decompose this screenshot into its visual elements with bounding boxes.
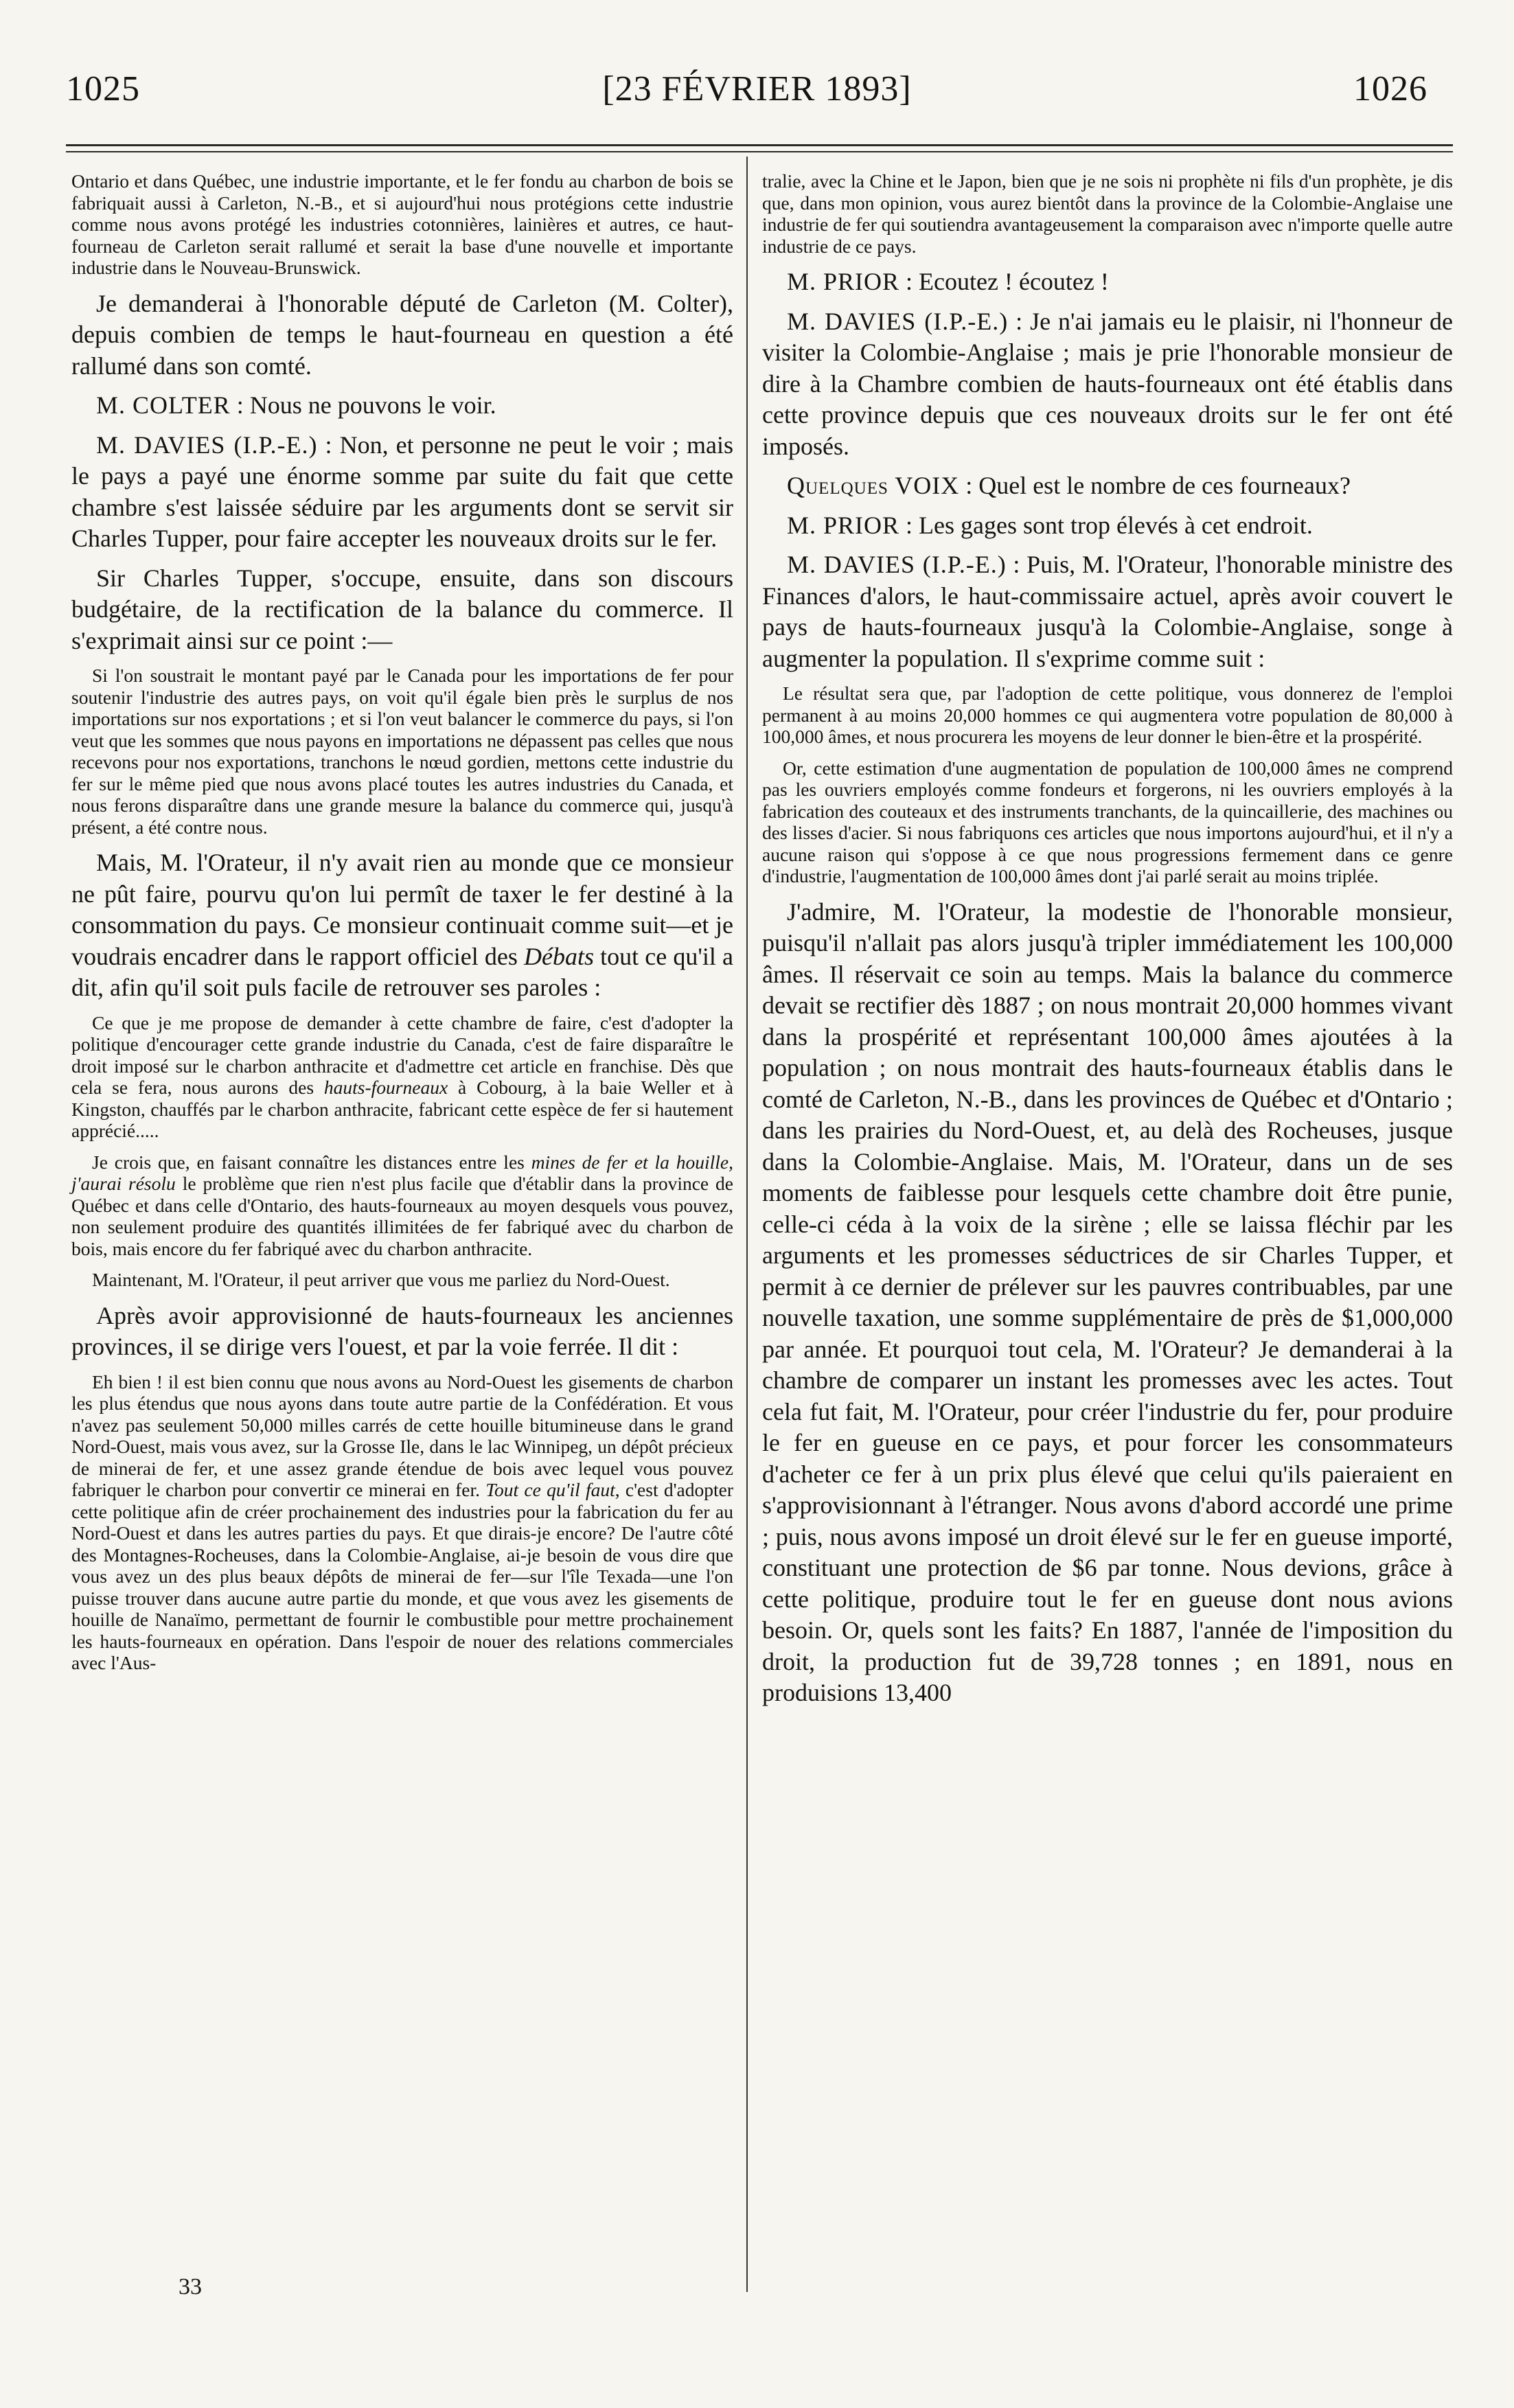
speech-text: tout ce qu'il a dit, afin qu'il soit puls facile de retrouver ses paroles : — [71, 942, 734, 1001]
speech-text: Mais, M. l'Orateur, il n'y avait rien au monde que ce monsieur ne pût faire, pourvu qu'on lui permît de taxer le fer destiné à la consommation du pays. Ce monsieur continuait comme suit—et je voudrais encadrer dans le rapport officiel des — [71, 849, 733, 970]
quote-continuation: Ontario et dans Québec, une industrie importante, et le fer fondu au charbon de bois se fabriquait aussi à Carleton, N.-B., et si aujourd'hui nous protégions cette industrie comme nous avons protégé les industries cotonnières, lainières et autres, ce haut-fourneau de Carleton serait rallumé et serait la base d'une nouvelle et importante industrie dans le Nouveau-Brunswick. — [71, 170, 733, 278]
quoted-passage — [71, 1151, 733, 1260]
speech-paragraph — [71, 390, 733, 422]
speaker-name: M. DAVIES (I.P.-E.) — [787, 551, 1007, 578]
quote-text: Je crois que, en faisant connaître les distances entre les — [92, 1151, 531, 1173]
speech-paragraph: Je demanderai à l'honorable député de Carleton (M. Colter), depuis combien de temps le haut-fourneau en question a été rallumé dans son comté. — [71, 289, 733, 380]
header-rule — [66, 144, 1453, 146]
page-number-right: 1026 — [1353, 69, 1427, 108]
quote-continuation: tralie, avec la Chine et le Japon, bien que je ne sois ni prophète ni fils d'un prophète, je dis que, dans mon opinion, vous aurez bientôt dans la province de la Colombie-Anglaise une industrie de fer qui soutiendra avantageusement la comparaison avec n'importe quelle autre industrie de ce pays. — [762, 170, 1453, 257]
quote-text: , c'est d'adopter cette politique afin de créer prochainement des industries pour la fabrication du fer au Nord-Ouest et dans les autres parties du pays. Et que dirais-je encore? De l'autre côté des Montagnes-Rocheuses, dans la Colombie-Anglaise, ai-je besoin de vous dire que vous avez un des plus beaux dépôts de minerai de fer—sur l'île Texada—une l'on puisse trouver dans aucune autre partie du monde, et que vous avez les gisements de houille de Nanaïmo, permettant de fournir le combustible pour mettre prochainement les hauts-fourneaux en opération. Dans l'espoir de nouer des relations commerciales avec l'Aus- — [71, 1479, 734, 1673]
italic-text: Débats — [524, 942, 595, 970]
quoted-passage — [71, 1012, 733, 1142]
quote-text: à Cobourg, à la baie Weller et à Kingston, chauffés par le charbon anthracite, fabricant cette espèce de fer si hautement apprécié..... — [71, 1077, 733, 1141]
italic-text: Tout ce qu'il faut — [485, 1479, 615, 1500]
quote-text: Eh bien ! il est bien connu que nous avons au Nord-Ouest les gisements de charbon les plus étendus que nous ayons dans toute autre partie de la Confédération. Et vous n'avez pas seulement 50,000 milles carrés de cette houille bitumineuse dans le grand Nord-Ouest, mais vous avez, sur la Grosse Ile, dans le lac Winnipeg, un dépôt précieux de minerai de fer, et une assez grande étendue de bois avec lequel vous pouvez fabriquer le charbon pour convertir ce minerai en fer. — [71, 1371, 733, 1500]
quoted-passage: Le résultat sera que, par l'adoption de cette politique, vous donnerez de l'emploi permanent à au moins 20,000 hommes ce qui augmentera votre population de 80,000 à 100,000 âmes, et nous procurera les moyens de leur donner le bien-être et la prospérité. — [762, 683, 1453, 747]
speech-paragraph — [762, 510, 1453, 542]
quoted-passage — [71, 1371, 733, 1674]
italic-text: mines de fer et la houille, j'aurai résolu — [71, 1151, 733, 1194]
speech-paragraph — [762, 549, 1453, 674]
speech-text: : Nous ne pouvons le voir. — [230, 391, 496, 419]
speech-paragraph: Sir Charles Tupper, s'occupe, ensuite, dans son discours budgétaire, de la rectification de la balance du commerce. Il s'exprimait ainsi sur ce point :— — [71, 564, 733, 654]
column-divider — [746, 157, 748, 2292]
speech-paragraph — [762, 306, 1453, 463]
speaker-name: M. DAVIES (I.P.-E.) — [787, 307, 1009, 335]
page-number-left: 1025 — [66, 69, 140, 108]
left-column — [71, 170, 733, 1684]
speech-paragraph — [762, 266, 1453, 298]
speech-text: : Les gages sont trop élevés à cet endroit. — [899, 511, 1313, 539]
header-rule-thin — [66, 151, 1453, 152]
speaker-name: M. PRIOR — [787, 511, 900, 539]
speech-paragraph: Après avoir approvisionné de hauts-fourneaux les anciennes provinces, il se dirige vers l'ouest, et par la voie ferrée. Il dit : — [71, 1301, 733, 1360]
speaker-name: M. PRIOR — [787, 268, 900, 295]
speech-text: : Quel est le nombre de ces fourneaux? — [959, 472, 1351, 499]
signature-number: 33 — [179, 2274, 202, 2300]
quoted-passage: Or, cette estimation d'une augmentation de population de 100,000 âmes ne comprend pas les ouvriers employés comme fondeurs et forgerons, ni les ouvriers employés à la fabrication des couteaux et des instruments tranchants, de la quincaillerie, des machines ou des lisses d'acier. Si nous fabriquons ces articles que nous importons aujourd'hui, et il n'y a aucune raison qui s'oppose à ce que nous progressions fermement dans ce genre d'industrie, l'augmentation de 100,000 âmes dont j'ai parlé serait au moins triplée. — [762, 757, 1453, 886]
speech-paragraph — [71, 847, 733, 1004]
speech-paragraph — [71, 430, 733, 555]
quoted-passage: Si l'on soustrait le montant payé par le Canada pour les importations de fer pour soutenir l'industrie des autres pays, on voit qu'il égale bien près le surplus de nos importations sur nos exportations ; et si l'on veut balancer le commerce du pays, si l'on veut que les sommes que nous payons en importations ne dépassent pas celles que nous recevons pour nos exportations, tranchons le nœud gordien, mettons cette industrie du fer sur le même pied que nous avons placé toutes les autres industries du Canada, et nous ferons disparaître dans une grande mesure la balance du commerce qui, jusqu'à présent, a été contre nous. — [71, 665, 733, 838]
speech-text: : Je n'ai jamais eu le plaisir, ni l'honneur de visiter la Colombie-Anglaise ; mais je prie l'honorable monsieur de dire à la Chambre combien de hauts-fourneaux ont été établis dans cette province depuis que ces nouveaux droits sur le fer ont été imposés. — [762, 307, 1453, 460]
quote-text: Ce que je me propose de demander à cette chambre de faire, c'est d'adopter la politique d'encourager cette grande industrie du Canada, c'est de faire disparaître le droit imposé sur le charbon anthracite et d'admettre cet article en franchise. Dès que cela se fera, nous aurons des — [71, 1011, 733, 1098]
speech-text: : Non, et personne ne peut le voir ; mais le pays a payé une énorme somme par suite du fait que cette chambre s'est laissée séduire par les arguments dont se servit sir Charles Tupper, pour faire accepter les nouveaux droits sur le fer. — [71, 431, 734, 552]
speech-paragraph: J'admire, M. l'Orateur, la modestie de l'honorable monsieur, puisqu'il n'allait pas alors jusqu'à tripler immédiatement les 100,000 âmes. Il réservait ce soin au temps. Mais la balance du commerce devait se rectifier dès 1887 ; on nous montrait 20,000 hommes vivant dans la prospérité et représentant 100,000 âmes ajoutées à la population ; on nous montrait des hauts-fourneaux établis dans le comté de Carleton, N.-B., dans les provinces de Québec et d'Ontario ; dans les prairies du Nord-Ouest, et, au delà des Rocheuses, jusque dans la Colombie-Anglaise. Mais, M. l'Orateur, dans un de ses moments de faiblesse pour lesquels cette chambre doit être punie, celle-ci céda à la voix de la sirène ; elle se laissa fléchir par les arguments et les promesses séductrices de sir Charles Tupper, et permit à ce dernier de prélever sur les pauvres contribuables, par une nouvelle taxation, une somme supplémentaire de près de $1,000,000 par année. Et pourquoi tout cela, M. l'Orateur? Je demanderai à la chambre de comparer un instant les promesses avec les actes. Tout cela fut fait, M. l'Orateur, pour créer l'industrie du fer, pour produire le fer en gueuse en ce pays, et pour forcer les consommateurs d'acheter ce fer à un prix plus élevé que celui qu'ils paieraient en s'approvisionnant à l'étranger. Nous avons d'abord accordé une prime ; puis, nous avons imposé un droit élevé sur le fer en gueuse importé, constituant une protection de $6 par tonne. Nous devions, grâce à cette politique, produire tout le fer en gueuse dont nous avions besoin. Or, quels sont les faits? En 1887, l'année de l'imposition du droit, la production fut de 39,728 tonnes ; en 1891, nous en produisions 13,400 — [762, 897, 1453, 1706]
right-column — [762, 170, 1453, 1717]
italic-text: hauts-fourneaux — [323, 1077, 448, 1098]
quote-text: le problème que rien n'est plus facile que d'établir dans la province de Québec et dans celle d'Ontario, des hauts-fourneaux au moyen desquels vous pouvez, non seulement produire des quantités illimitées de fer fabriqué avec du charbon de bois, mais encore du fer fabriqué avec du charbon anthracite. — [71, 1173, 733, 1259]
speaker-name: M. DAVIES (I.P.-E.) — [96, 431, 318, 459]
speaker-name: M. COLTER — [96, 391, 231, 419]
speech-paragraph — [762, 470, 1453, 502]
speech-text: : Ecoutez ! écoutez ! — [899, 268, 1109, 295]
speaker-name: Quelques VOIX — [787, 472, 960, 499]
page-date-header: [23 FÉVRIER 1893] — [602, 69, 912, 108]
quoted-passage: Maintenant, M. l'Orateur, il peut arriver que vous me parliez du Nord-Ouest. — [92, 1269, 670, 1290]
speech-text: : Puis, M. l'Orateur, l'honorable ministre des Finances d'alors, le haut-commissaire actuel, après avoir couvert le pays de hauts-fourneaux jusqu'à la Colombie-Anglaise, songe à augmenter la population. Il s'exprime comme suit : — [762, 551, 1454, 672]
